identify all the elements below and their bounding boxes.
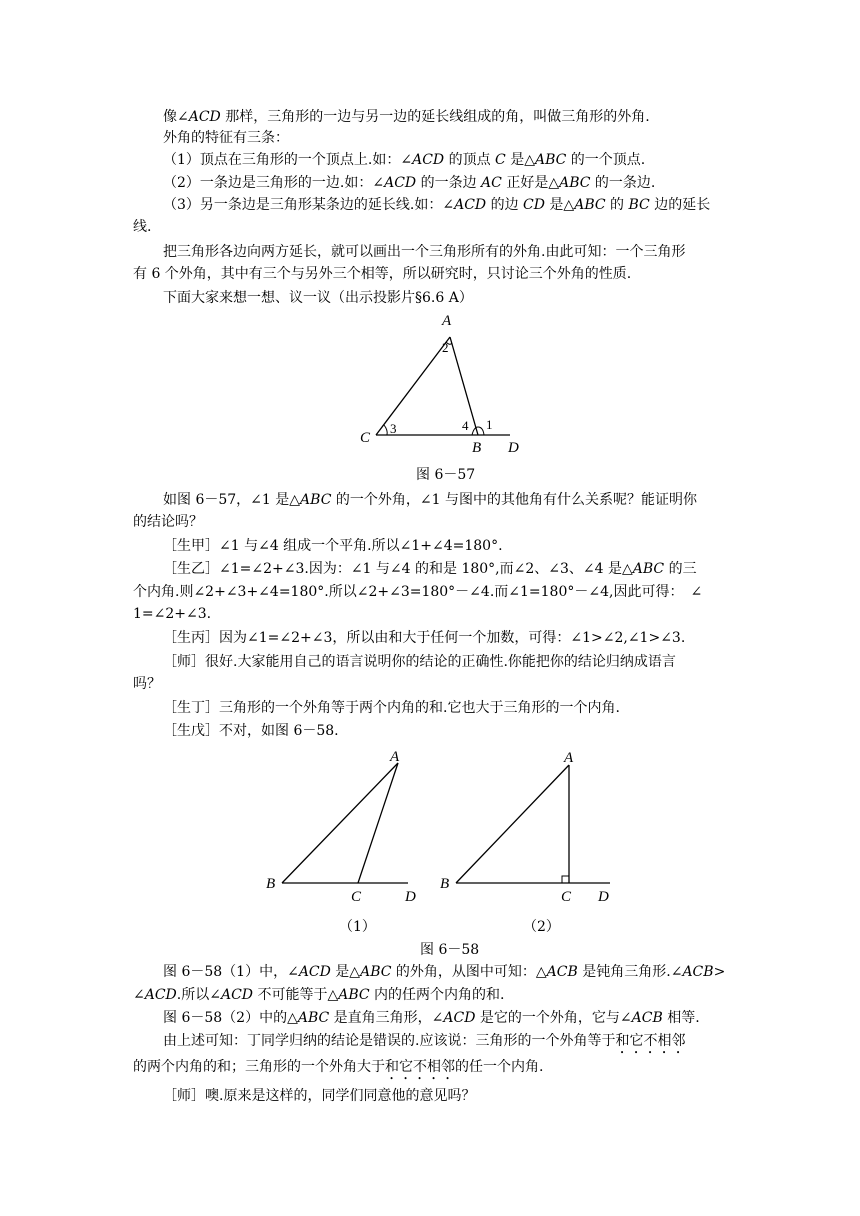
label-1: 1: [486, 417, 493, 432]
text: 的边: [486, 197, 524, 213]
label-c: C: [360, 430, 371, 446]
emphasis-text: 和它不相邻: [385, 1059, 455, 1075]
conclusion-2: [133, 1057, 543, 1083]
features-intro: 外角的特征有三条：: [163, 130, 289, 146]
label-a: A: [442, 313, 452, 329]
label-c: C: [561, 889, 572, 905]
label-b: B: [472, 440, 482, 456]
text: ABC: [360, 964, 392, 980]
side-ac: [358, 763, 398, 883]
text: BC: [628, 197, 650, 213]
analysis-1a: [163, 962, 725, 982]
text: 正好是△: [501, 175, 560, 191]
text: 那样，三角形的一边与另一边的延长线组成的角，叫做三角形的外角.: [220, 109, 650, 125]
text: AC: [481, 175, 502, 191]
text: 的一个外角，∠1 与图中的其他角有什么关系呢？能证明你: [331, 492, 697, 508]
question-line-2: 的结论吗？: [133, 514, 203, 530]
text: ABC: [534, 152, 567, 168]
side-ba: [282, 763, 398, 883]
side-ca: [376, 337, 450, 435]
text: 图 6－58（1）中，∠: [163, 964, 299, 980]
text: C: [495, 152, 506, 168]
text: ACB: [546, 964, 578, 980]
text: ∠: [133, 987, 145, 1003]
feature-3: [163, 195, 710, 215]
text: ACD: [220, 987, 254, 1003]
feature-3-cont: 线.: [133, 219, 152, 235]
student-jia: ［生甲］∠1 与∠4 组成一个平角.所以∠1+∠4=180°.: [163, 538, 503, 554]
figure-6-58-2: [438, 745, 628, 905]
text: （2）一条边是三角形的一边.如：∠: [163, 175, 385, 191]
text: ABC: [559, 175, 591, 191]
student-bing: ［生丙］因为∠1=∠2+∠3，所以由和大于任何一个加数，可得：∠1>∠2,∠1>∠3.: [163, 630, 686, 646]
extension-para-1: 把三角形各边向两方延长，就可以画出一个三角形所有的外角.由此可知：一个三角形: [163, 244, 686, 260]
question-line-1: [163, 490, 697, 510]
label-c: C: [351, 889, 362, 905]
figure-6-58-sub1: （1）: [339, 919, 376, 935]
text: 是△: [330, 964, 361, 980]
text: 的一条边.: [590, 175, 656, 191]
text: ACD: [412, 152, 445, 168]
text: 像∠: [163, 109, 189, 125]
label-2: 2: [442, 340, 449, 355]
figure-6-58-sub2: （2）: [523, 919, 560, 935]
analysis-1b: [133, 985, 505, 1005]
text: ACD: [144, 987, 177, 1003]
analysis-2: [163, 1008, 700, 1028]
text: （3）另一条边是三角形某条边的延长线.如：∠: [163, 197, 455, 213]
text: CD: [523, 197, 545, 213]
text: 的一个顶点.: [566, 152, 646, 168]
feature-1: [163, 150, 645, 170]
figure-6-58-1: [262, 745, 422, 905]
text: 由上述可知：丁同学归纳的结论是错误的.应该说：三角形的一个外角等于: [163, 1033, 616, 1049]
extension-para-2: 有 6 个外角，其中有三个与另外三个相等，所以研究时，只讨论三个外角的性质.: [133, 266, 632, 282]
teacher-1a: ［师］很好.大家能用自己的语言说明你的结论的正确性.你能把你的结论归纳成语言: [163, 654, 676, 670]
conclusion-1: [163, 1031, 685, 1057]
text: 的任一个内角.: [455, 1059, 544, 1075]
student-wu: ［生戊］不对，如图 6－58.: [163, 723, 339, 739]
text: 的顶点: [444, 152, 496, 168]
label-d: D: [405, 889, 416, 905]
text: ABC: [574, 197, 606, 213]
text: ABC: [300, 492, 332, 508]
text: 的外角，从图中可知：△: [391, 964, 547, 980]
text: 如图 6－57，∠1 是△: [163, 492, 301, 508]
text: 边的延长: [649, 197, 711, 213]
label-a: A: [564, 750, 574, 766]
student-yi-3: 1=∠2+∠3.: [133, 606, 212, 622]
feature-2: [163, 173, 655, 193]
text: 图 6－58（2）中的△: [163, 1010, 298, 1026]
text: ACD: [298, 964, 331, 980]
text: 的一条边: [416, 175, 482, 191]
text: ABC: [632, 561, 665, 577]
text: 相等.: [662, 1010, 700, 1026]
text: 是它的一个外角，它与∠: [475, 1010, 632, 1026]
teacher-2: ［师］噢.原来是这样的，同学们同意他的意见吗？: [163, 1088, 476, 1104]
emphasis-text: 和它不相邻: [615, 1033, 686, 1049]
projection-line: 下面大家来想一想、议一议（出示投影片§6.6 A）: [163, 290, 473, 306]
label-d: D: [598, 889, 609, 905]
student-yi-1: [163, 559, 697, 579]
text: ACD: [188, 109, 221, 125]
text: 的两个内角的和；三角形的一个外角大于: [133, 1059, 385, 1075]
teacher-1b: 吗？: [133, 676, 161, 692]
text: 是钝角三角形.∠: [577, 964, 683, 980]
text: ACB: [682, 964, 714, 980]
text: 是△: [544, 197, 575, 213]
text: 的三: [664, 561, 697, 577]
figure-6-57-caption: 图 6－57: [416, 467, 476, 483]
label-a: A: [390, 749, 400, 765]
figure-6-57: [350, 305, 540, 460]
label-3: 3: [390, 421, 397, 436]
text: ［生乙］∠1=∠2+∠3.因为：∠1 与∠4 的和是 180°,而∠2、∠3、∠4 是△: [163, 561, 633, 577]
text: ACD: [454, 197, 487, 213]
text: ACD: [384, 175, 417, 191]
text: ACD: [443, 1010, 476, 1026]
right-angle-mark: [562, 876, 569, 883]
text: （1）顶点在三角形的一个顶点上.如：∠: [163, 152, 413, 168]
student-yi-2: 个内角.则∠2+∠3+∠4=180°.所以∠2+∠3=180°－∠4.而∠1=180°－∠4,因此可得： ∠: [133, 584, 703, 600]
text: ABC: [338, 987, 370, 1003]
text: ABC: [297, 1010, 330, 1026]
text: 的: [605, 197, 629, 213]
definition-line: [163, 107, 650, 127]
figure-6-58-caption: 图 6－58: [420, 942, 480, 958]
label-d: D: [508, 440, 519, 456]
text: 是△: [505, 152, 535, 168]
label-4: 4: [462, 418, 469, 433]
label-b: B: [440, 876, 450, 892]
text: ACB: [631, 1010, 663, 1026]
text: 内的任两个内角的和.: [369, 987, 505, 1003]
text: 是直角三角形，∠: [329, 1010, 444, 1026]
side-ba: [456, 765, 569, 883]
text: .所以∠: [176, 987, 221, 1003]
label-b: B: [266, 876, 276, 892]
student-ding: ［生丁］三角形的一个外角等于两个内角的和.它也大于三角形的一个内角.: [163, 700, 620, 716]
text: >: [713, 964, 726, 980]
angle-3-arc: [384, 425, 387, 435]
text: 不可能等于△: [253, 987, 339, 1003]
